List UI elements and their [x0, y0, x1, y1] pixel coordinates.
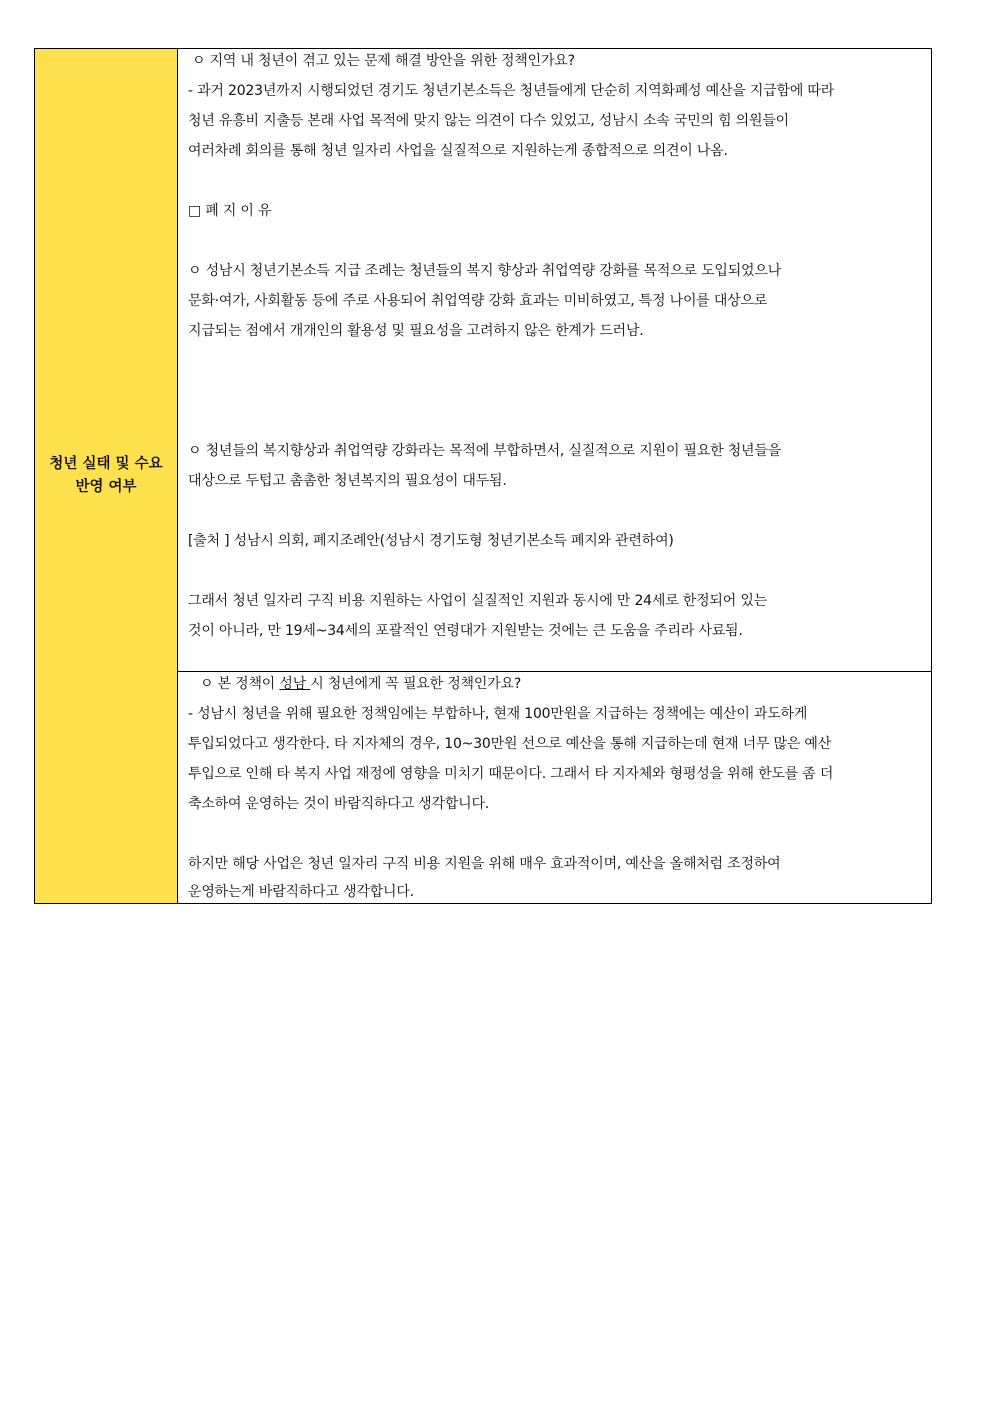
needs-reflection-cell: [178, 49, 932, 672]
question-youth-problem: ㅇ 지역 내 청년이 겪고 있는 문제 해결 방안을 위한 정책인가요?: [192, 53, 575, 69]
source-citation: [출처 ] 성남시 의회, 폐지조례안(성남시 경기도형 청년기본소득 폐지와 관련하여): [188, 533, 674, 549]
necessity-paragraph-line-1: - 성남시 청년을 위해 필요한 정책임에는 부합하나, 현재 100만원을 지급하는 정책에는 예산이 과도하게: [188, 706, 808, 722]
conclusion-line-2: 운영하는게 바람직하다고 생각합니다.: [188, 884, 414, 900]
necessity-paragraph-line-2: 투입되었다고 생각한다. 타 지자체의 경우, 10~30만원 선으로 예산을 통해 지급하는데 현재 너무 많은 예산: [188, 736, 832, 752]
paragraph-1-line-2: 청년 유흥비 지출등 본래 사업 목적에 맞지 않는 의견이 다수 있었고, 성남시 소속 국민의 힘 의원들이: [188, 113, 789, 129]
paragraph-4-line-2: 것이 아니라, 만 19세~34세의 포괄적인 연령대가 지원받는 것에는 큰 도움을 주리라 사료됨.: [188, 623, 743, 639]
question-city-name: 성남: [279, 676, 311, 692]
paragraph-2-line-2: 문화·여가, 사회활동 등에 주로 사용되어 취업역량 강화 효과는 미비하였고, 특정 나이를 대상으로: [188, 293, 768, 309]
row-label-line1: 청년 실태 및 수요: [49, 456, 163, 472]
conclusion-line-1: 하지만 해당 사업은 청년 일자리 구직 비용 지원을 위해 매우 효과적이며, 예산을 올해처럼 조정하여: [188, 856, 781, 872]
paragraph-4-line-1: 그래서 청년 일자리 구직 비용 지원하는 사업이 실질적인 지원과 동시에 만 24세로 한정되어 있는: [188, 593, 767, 609]
question-necessity: [200, 674, 925, 694]
paragraph-3-line-2: 대상으로 두텁고 촘촘한 청년복지의 필요성이 대두됨.: [188, 473, 507, 489]
paragraph-1-line-1: - 과거 2023년까지 시행되었던 경기도 청년기본소득은 청년들에게 단순히 지역화폐성 예산을 지급함에 따라: [188, 83, 835, 99]
paragraph-2-line-1: ㅇ 성남시 청년기본소득 지급 조례는 청년들의 복지 향상과 취업역량 강화를 목적으로 도입되었으나: [188, 263, 782, 279]
question-necessity-suffix: 시 청년에게 꼭 필요한 정책인가요?: [310, 676, 522, 692]
youth-policy-table: [34, 48, 932, 904]
necessity-paragraph-line-4: 축소하여 운영하는 것이 바람직하다고 생각합니다.: [188, 796, 490, 812]
paragraph-3-line-1: ㅇ 청년들의 복지향상과 취업역량 강화라는 목적에 부합하면서, 실질적으로 지원이 필요한 청년들을: [188, 443, 782, 459]
paragraph-2-line-3: 지급되는 점에서 개개인의 활용성 및 필요성을 고려하지 않은 한계가 드러남.: [188, 323, 644, 339]
question-necessity-prefix: ㅇ 본 정책이: [200, 676, 280, 692]
abolition-reason-heading: □ 폐 지 이 유: [188, 203, 272, 219]
necessity-cell: [178, 672, 932, 904]
row-label-line2: 반영 여부: [75, 479, 137, 495]
row-label-cell: [35, 49, 178, 904]
paragraph-1-line-3: 여러차례 회의를 통해 청년 일자리 사업을 실질적으로 지원하는게 종합적으로 의견이 나옴.: [188, 143, 728, 159]
necessity-paragraph-line-3: 투입으로 인해 타 복지 사업 재정에 영향을 미치기 때문이다. 그래서 타 지자체와 형평성을 위해 한도를 좀 더: [188, 766, 834, 782]
